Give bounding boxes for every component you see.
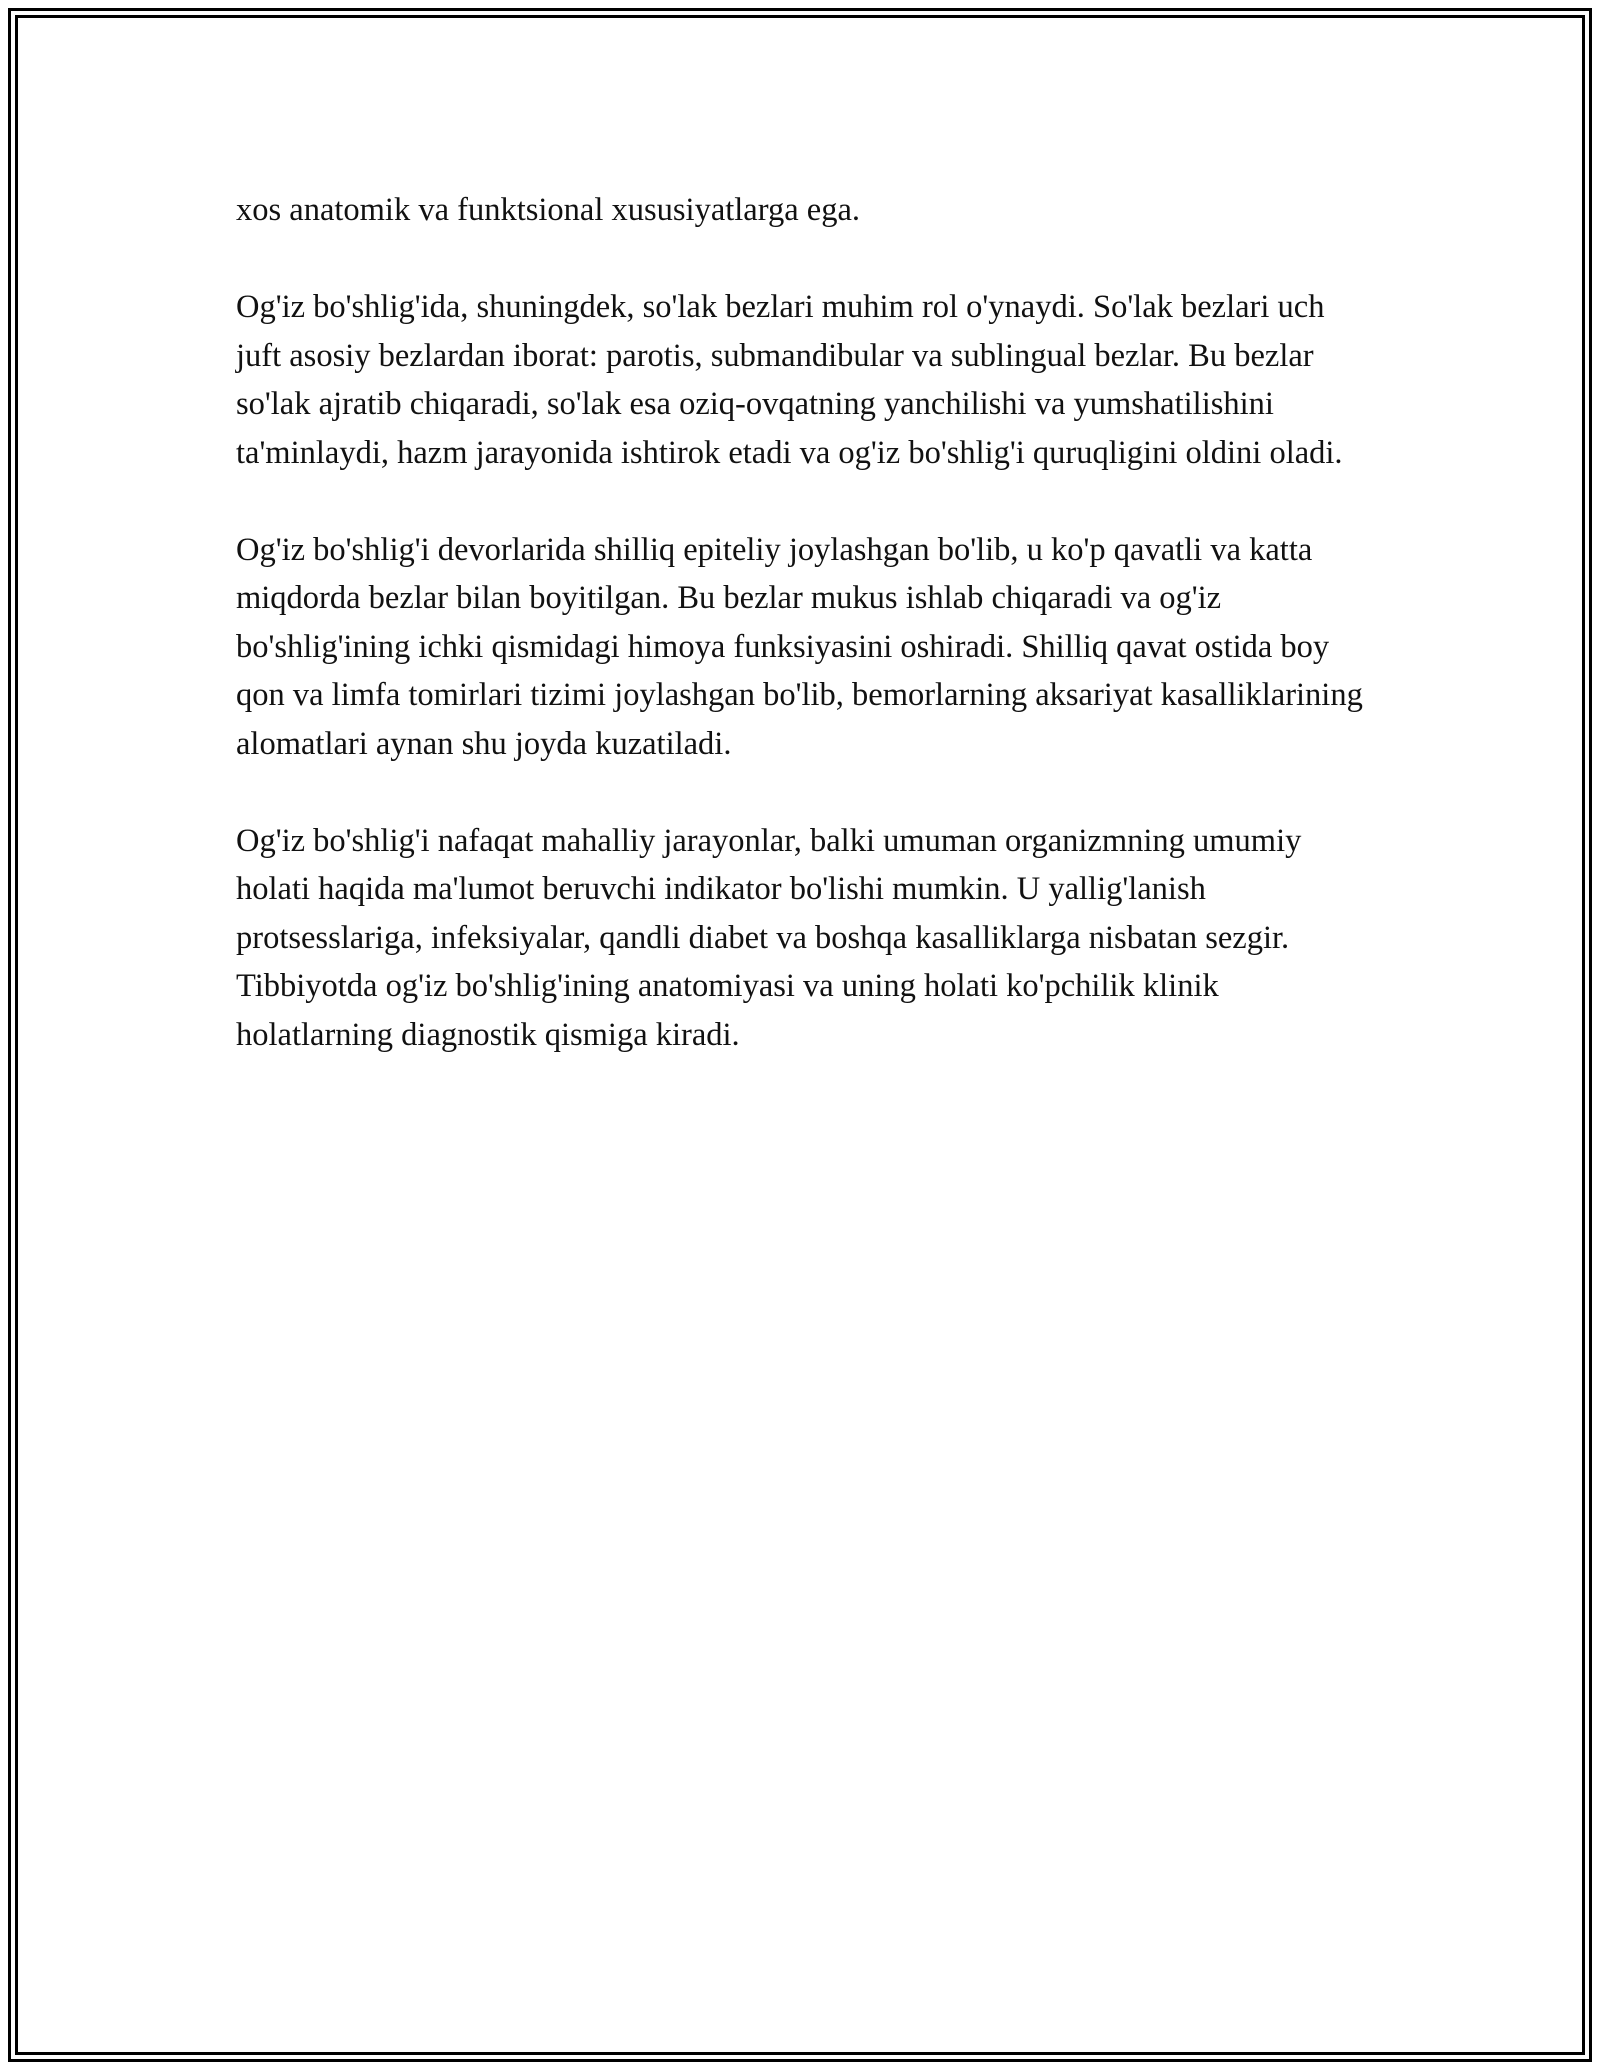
- paragraph-4: Og'iz bo'shlig'i nafaqat mahalliy jarayonlar, balki umuman organizmning umumiy holati haqida ma'lumot beruvchi indikator bo'lishi mumkin. U yallig'lanish protsesslariga, infeksiyalar, qandli diabet va boshqa kasalliklarga nisbatan sezgir. Tibbiyotda og'iz bo'shlig'ining anatomiyasi va uning holati ko'pchilik klinik holatlarning diagnostik qismiga kiradi.: [236, 822, 1302, 1053]
- document-body: [236, 186, 1376, 1108]
- paragraph-1: xos anatomik va funktsional xususiyatlarga ega.: [236, 192, 860, 228]
- paragraph-2: Og'iz bo'shlig'ida, shuningdek, so'lak bezlari muhim rol o'ynaydi. So'lak bezlari uch juft asosiy bezlardan iborat: parotis, submandibular va sublingual bezlar. Bu bezlar so'lak ajratib chiqaradi, so'lak esa oziq-ovqatning yanchilishi va yumshatilishini ta'minlaydi, hazm jarayonida ishtirok etadi va og'iz bo'shlig'i quruqligini oldini oladi.: [236, 289, 1343, 471]
- paragraph-3: Og'iz bo'shlig'i devorlarida shilliq epiteliy joylashgan bo'lib, u ko'p qavatli va katta miqdorda bezlar bilan boyitilgan. Bu bezlar mukus ishlab chiqaradi va og'iz bo'shlig'ining ichki qismidagi himoya funksiyasini oshiradi. Shilliq qavat ostida boy qon va limfa tomirlari tizimi joylashgan bo'lib, bemorlarning aksariyat kasalliklarining alomatlari aynan shu joyda kuzatiladi.: [236, 531, 1363, 762]
